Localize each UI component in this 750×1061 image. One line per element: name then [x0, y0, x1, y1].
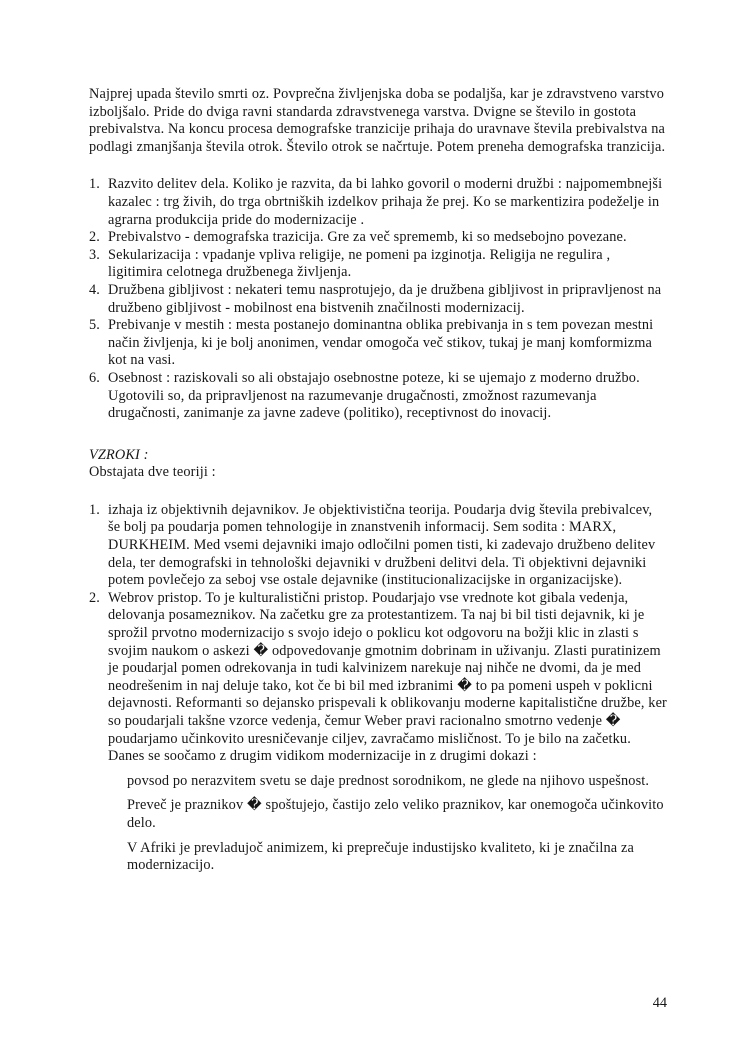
- sub-paragraph: V Afriki je prevladujoč animizem, ki preprečuje industijsko kvaliteto, ki je značilna za modernizacijo.: [127, 839, 634, 874]
- list-item: [89, 590, 667, 875]
- page-content: [89, 86, 667, 875]
- sub-paragraph-group: [108, 773, 667, 875]
- causes-list: [89, 502, 667, 875]
- causes-heading: VZROKI :: [89, 446, 149, 463]
- characteristics-list: [89, 176, 667, 422]
- list-item-text: Sekularizacija : vpadanje vpliva religije, ne pomeni pa izginotja. Religija ne regulira , ligitimira celotnega družbenega življenja.: [108, 246, 611, 281]
- list-item: [89, 247, 667, 282]
- list-item-text: Družbena gibljivost : nekateri temu nasprotujejo, da je družbena gibljivost in pripravljenost na družbeno gibljivost - mobilnost ena bistvenih značilnosti modernizacij.: [108, 281, 662, 316]
- list-item-text: Razvito delitev dela. Koliko je razvita, da bi lahko govoril o moderni družbi : najpomembnejši kazalec : trg živih, do trga obrtniških izdelkov prihaja že prej. Ko se markentizira podeželje in agrarna produkcija pride do modernizacije .: [108, 176, 663, 228]
- sub-paragraph: povsod po nerazvitem svetu se daje prednost sorodnikom, ne glede na njihovo uspešnost.: [127, 772, 650, 789]
- list-marker: 1.: [89, 501, 101, 518]
- list-item-text: izhaja iz objektivnih dejavnikov. Je objektivistična teorija. Poudarja dvig števila prebivalcev, še bolj pa poudarja pomen tehnologije in znanstvenih informacij. Sem sodita : MARX, DURKHEIM. Med vsemi dejavniki imajo odločilni pomen tisti, ki zadevajo družbeno delitev dela, ter demografski in tehnološki dejavniki v družbeni delitvi dela. Ti objektivni dejavniki potem povlečejo za seboj vse ostale dejavnike (institucionalizacijske in organizacijske).: [108, 501, 656, 589]
- list-item: [89, 282, 667, 317]
- list-item-text: Webrov pristop. To je kulturalistični pristop. Poudarjajo vse vrednote kot gibala vedenja, delovanja posameznikov. Na začetku gre za protestantizem. Ta naj bi bil tisti dejavnik, ki je sprožil prvotno modernizacijo s svojo idejo o poklicu kot odgovoru na božji klic in zlasti s svojim naukom o askezi � odpovedovanje gmotnim dobrinam in uživanju. Zlasti puratinizem je poudarjal pomen odrekovanja in tudi kalvinizem narekuje naj nihče ne dvomi, da je med neodrešenim in naj deluje tako, kot če bi bil med izbranimi � to pa pomeni uspeh v poklicni dejavnosti. Reformanti so dejansko prispevali k oblikovanju moderne kapitalistične družbe, ker so poudarjali takšne vzorce vedenja, čemur Weber pravi racionalno smotrno vedenje � poudarjamo učinkovito uresničevanje ciljev, zavračamo misličnost. To je bilo na začetku. Danes se soočamo z drugim vidikom modernizacije in z drugimi dokazi :: [108, 589, 667, 765]
- list-marker: 5.: [89, 317, 101, 334]
- causes-lead-in: Obstajata dve teoriji :: [89, 464, 216, 481]
- list-marker: 2.: [89, 589, 101, 606]
- spacer: [89, 423, 667, 447]
- list-item: [89, 229, 667, 247]
- sub-paragraph: Preveč je praznikov � spoštujejo, častijo zelo veliko praznikov, kar onemogoča učinkovito delo.: [127, 797, 664, 831]
- intro-paragraph: Najprej upada število smrti oz. Povprečna življenjska doba se podaljša, kar je zdravstveno varstvo izboljšalo. Pride do dviga ravni standarda zdravstvenega varstva. Dvigne se število in gostota prebivalstva. Na koncu procesa demografske tranzicije prihaja do uravnave števila prebivalstva na podlagi zmanjšanja števila otrok. Število otrok se načrtuje. Potem preneha demografska tranzicija.: [89, 86, 666, 155]
- spacer: [89, 482, 667, 502]
- list-marker: 1.: [89, 176, 101, 193]
- page-number: 44: [652, 995, 667, 1011]
- list-item-text: Prebivalstvo - demografska trazicija. Gre za več sprememb, ki so medsebojno povezane.: [108, 229, 627, 246]
- list-item-text: Prebivanje v mestih : mesta postanejo dominantna oblika prebivanja in s tem povezan mestni način življenja, ki je bolj anonimen, vendar omogoča več stikov, tukaj je manj komformizma kot na vasi.: [108, 317, 654, 369]
- list-marker: 4.: [89, 281, 101, 298]
- list-item: [89, 370, 667, 423]
- spacer: [89, 156, 667, 176]
- list-item: [89, 176, 667, 229]
- list-marker: 6.: [89, 369, 101, 386]
- list-marker: 2.: [89, 229, 101, 246]
- list-item: [89, 317, 667, 370]
- list-item: [89, 502, 667, 590]
- list-marker: 3.: [89, 246, 101, 263]
- list-item-text: Osebnost : raziskovali so ali obstajajo osebnostne poteze, ki se ujemajo z moderno družbo. Ugotovili so, da pripravljenost na razumevanje drugačnosti, zmožnost razumevanja drugačnosti, zanimanje za javne zadeve (politiko), receptivnost do inovacij.: [108, 369, 640, 422]
